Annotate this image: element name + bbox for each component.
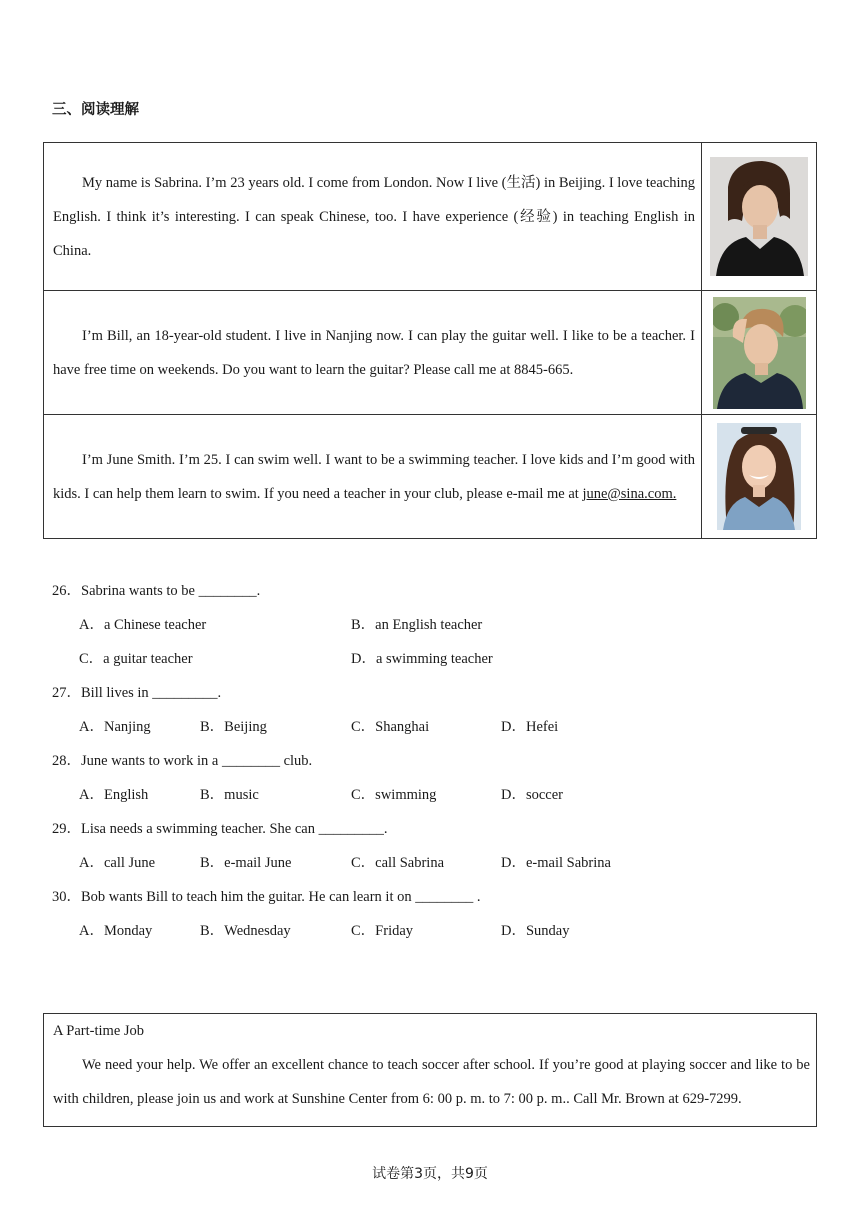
questions <box>52 574 812 948</box>
ad-text-june-body: I’m June Smith. I’m 25. I can swim well. I want to be a swimming teacher. I love kids and I’m good with kids. I can help them learn to swim. If you need a teacher in your club, please e-mail me at <box>53 451 695 502</box>
ad-row-sabrina <box>44 143 817 291</box>
option-d[interactable]: D．Sunday <box>501 923 570 939</box>
question-stem: 30．Bob wants Bill to teach him the guitar. He can learn it on ________ . <box>52 889 481 905</box>
ads-table <box>43 142 817 539</box>
question-28 <box>52 744 812 812</box>
email-link[interactable]: june@sina.com. <box>582 485 677 502</box>
ad-photo-cell <box>702 415 817 539</box>
option-c[interactable]: C．call Sabrina <box>351 855 445 871</box>
option-c[interactable]: C．a guitar teacher <box>79 651 193 667</box>
sabrina-photo <box>710 157 808 276</box>
job-text: We need your help. We offer an excellent chance to teach soccer after school. If you’re good at playing soccer and like to be with children, please join us and work at Sunshine Center from 6: 00 p. m. to 7: 00 p. m.. Call Mr. Brown at 629-7299. <box>53 1057 810 1107</box>
option-b[interactable]: B．Wednesday <box>200 923 291 939</box>
option-a[interactable]: A．call June <box>79 855 156 871</box>
question-stem: 26．Sabrina wants to be ________. <box>52 583 261 599</box>
ad-row-bill <box>44 291 817 415</box>
option-d[interactable]: D．e-mail Sabrina <box>501 855 611 871</box>
option-d[interactable]: D．soccer <box>501 787 564 803</box>
options-row <box>52 846 812 880</box>
ad-photo-cell <box>702 291 817 415</box>
ad-photo-cell <box>702 143 817 291</box>
ad-text-cell <box>44 143 702 291</box>
option-c[interactable]: C．Friday <box>351 923 414 939</box>
option-d[interactable]: D．Hefei <box>501 719 559 735</box>
page-footer: 试卷第3页，共9页 <box>372 1166 488 1182</box>
option-a[interactable]: A．Nanjing <box>79 719 151 735</box>
question-stem: 27．Bill lives in _________. <box>52 685 222 701</box>
option-b[interactable]: B．an English teacher <box>351 617 483 633</box>
option-a[interactable]: A．a Chinese teacher <box>79 617 207 633</box>
options-row <box>52 778 812 812</box>
options-row <box>52 914 812 948</box>
ad-text-bill: I’m Bill, an 18-year-old student. I live in Nanjing now. I can play the guitar well. I like to be a teacher. I have free time on weekends. Do you want to learn the guitar? Please call me at 8845-665. <box>53 327 695 378</box>
options-row <box>52 710 812 744</box>
option-c[interactable]: C．Shanghai <box>351 719 430 735</box>
part-time-job-box <box>43 1013 817 1127</box>
ad-text-cell <box>44 291 702 415</box>
question-30 <box>52 880 812 948</box>
option-a[interactable]: A．Monday <box>79 923 153 939</box>
options-row <box>52 642 812 676</box>
bill-photo <box>713 297 806 409</box>
option-b[interactable]: B．e-mail June <box>200 855 292 871</box>
question-26 <box>52 574 812 676</box>
june-photo <box>717 423 801 530</box>
question-stem: 29．Lisa needs a swimming teacher. She can _________. <box>52 821 388 837</box>
option-d[interactable]: D．a swimming teacher <box>351 651 493 667</box>
ad-row-june <box>44 415 817 539</box>
ad-text-june <box>53 443 695 511</box>
ad-text-cell <box>44 415 702 539</box>
section-heading: 三、阅读理解 <box>52 102 139 118</box>
options-row <box>52 608 812 642</box>
option-a[interactable]: A．English <box>79 787 149 803</box>
option-b[interactable]: B．Beijing <box>200 719 267 735</box>
option-c[interactable]: C．swimming <box>351 787 437 803</box>
question-29 <box>52 812 812 880</box>
job-title: A Part-time Job <box>53 1023 145 1039</box>
ad-text-sabrina: My name is Sabrina. I’m 23 years old. I come from London. Now I live (生活) in Beijing. I love teaching English. I think it’s interesting. I can speak Chinese, too. I have experience (经验) in teaching English in China. <box>53 174 695 259</box>
option-b[interactable]: B．music <box>200 787 259 803</box>
question-stem: 28．June wants to work in a ________ club. <box>52 753 313 769</box>
question-27 <box>52 676 812 744</box>
